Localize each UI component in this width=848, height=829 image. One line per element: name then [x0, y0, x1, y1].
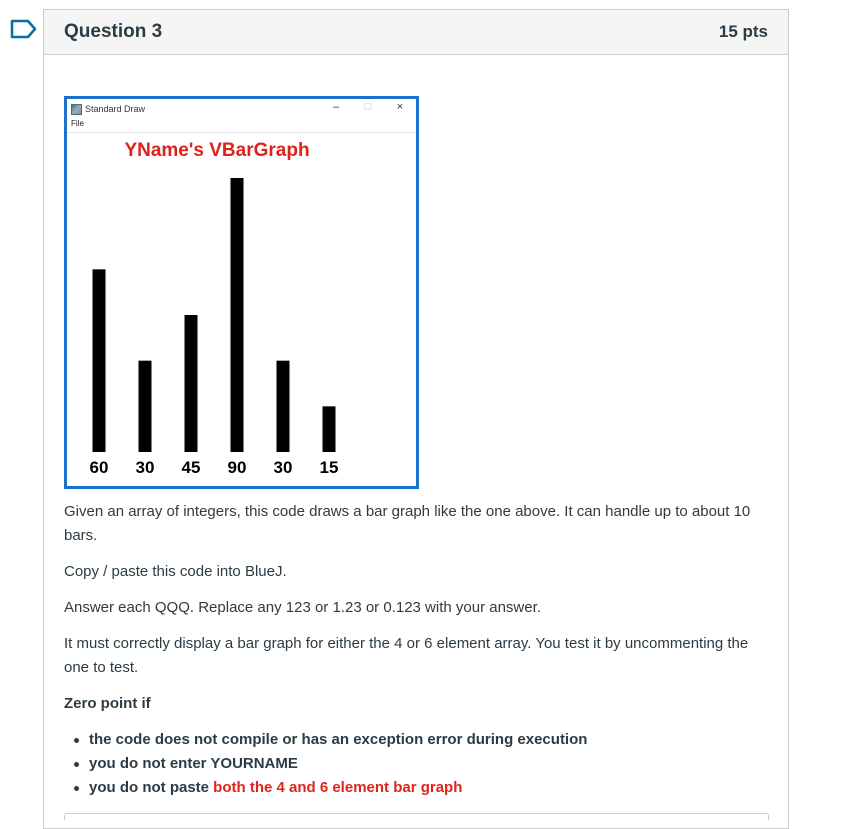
bar-label-1: 60 [89, 458, 109, 477]
flag-question-icon[interactable] [8, 17, 38, 41]
standard-draw-window [64, 96, 419, 489]
paragraph-test: It must correctly display a bar graph for either the 4 or 6 element array. You test it by uncommenting the one to test. [64, 635, 749, 676]
question-points: 15 pts [718, 22, 768, 41]
bar-label-6: 15 [319, 458, 339, 477]
highlighted-text: both the 4 and 6 element bar graph [213, 779, 463, 796]
zero-point-heading: Zero point if [64, 695, 151, 712]
window-title: Standard Draw [85, 104, 146, 114]
bar-5 [277, 361, 290, 452]
bar-label-2: 30 [135, 458, 155, 477]
bar-4 [231, 178, 244, 452]
maximize-button[interactable]: □ [364, 101, 372, 113]
question-body [64, 500, 774, 800]
paragraph-answer: Answer each QQQ. Replace any 123 or 1.23 or 0.123 with your answer. [64, 599, 541, 616]
list-item: you do not enter YOURNAME [89, 752, 774, 776]
bar-3 [185, 315, 198, 452]
next-section-edge [64, 813, 769, 820]
menu-bar [67, 119, 416, 133]
bar-label-3: 45 [181, 458, 201, 477]
question-header [44, 10, 788, 55]
zero-point-list [64, 728, 774, 800]
list-item-text: you do not paste [89, 779, 214, 796]
close-button[interactable]: × [396, 101, 404, 113]
list-item: the code does not compile or has an exception error during execution [89, 728, 774, 752]
bar-2 [139, 361, 152, 452]
bar-graph-canvas [67, 133, 416, 486]
minimize-button[interactable]: – [332, 101, 340, 113]
bar-6 [323, 406, 336, 452]
question-title: Question 3 [64, 21, 163, 42]
bar-1 [93, 269, 106, 452]
window-titlebar[interactable] [67, 99, 416, 119]
question-card [43, 9, 789, 829]
bar-label-5: 30 [273, 458, 293, 477]
list-item [89, 776, 774, 800]
chart-title: YName's VBarGraph [124, 140, 310, 161]
bar-label-4: 90 [227, 458, 247, 477]
paragraph-intro: Given an array of integers, this code draws a bar graph like the one above. It can handle up to about 10 bars. [64, 503, 751, 544]
paragraph-copy: Copy / paste this code into BlueJ. [64, 563, 287, 580]
java-app-icon [71, 104, 82, 115]
menu-file[interactable]: File [71, 119, 84, 128]
